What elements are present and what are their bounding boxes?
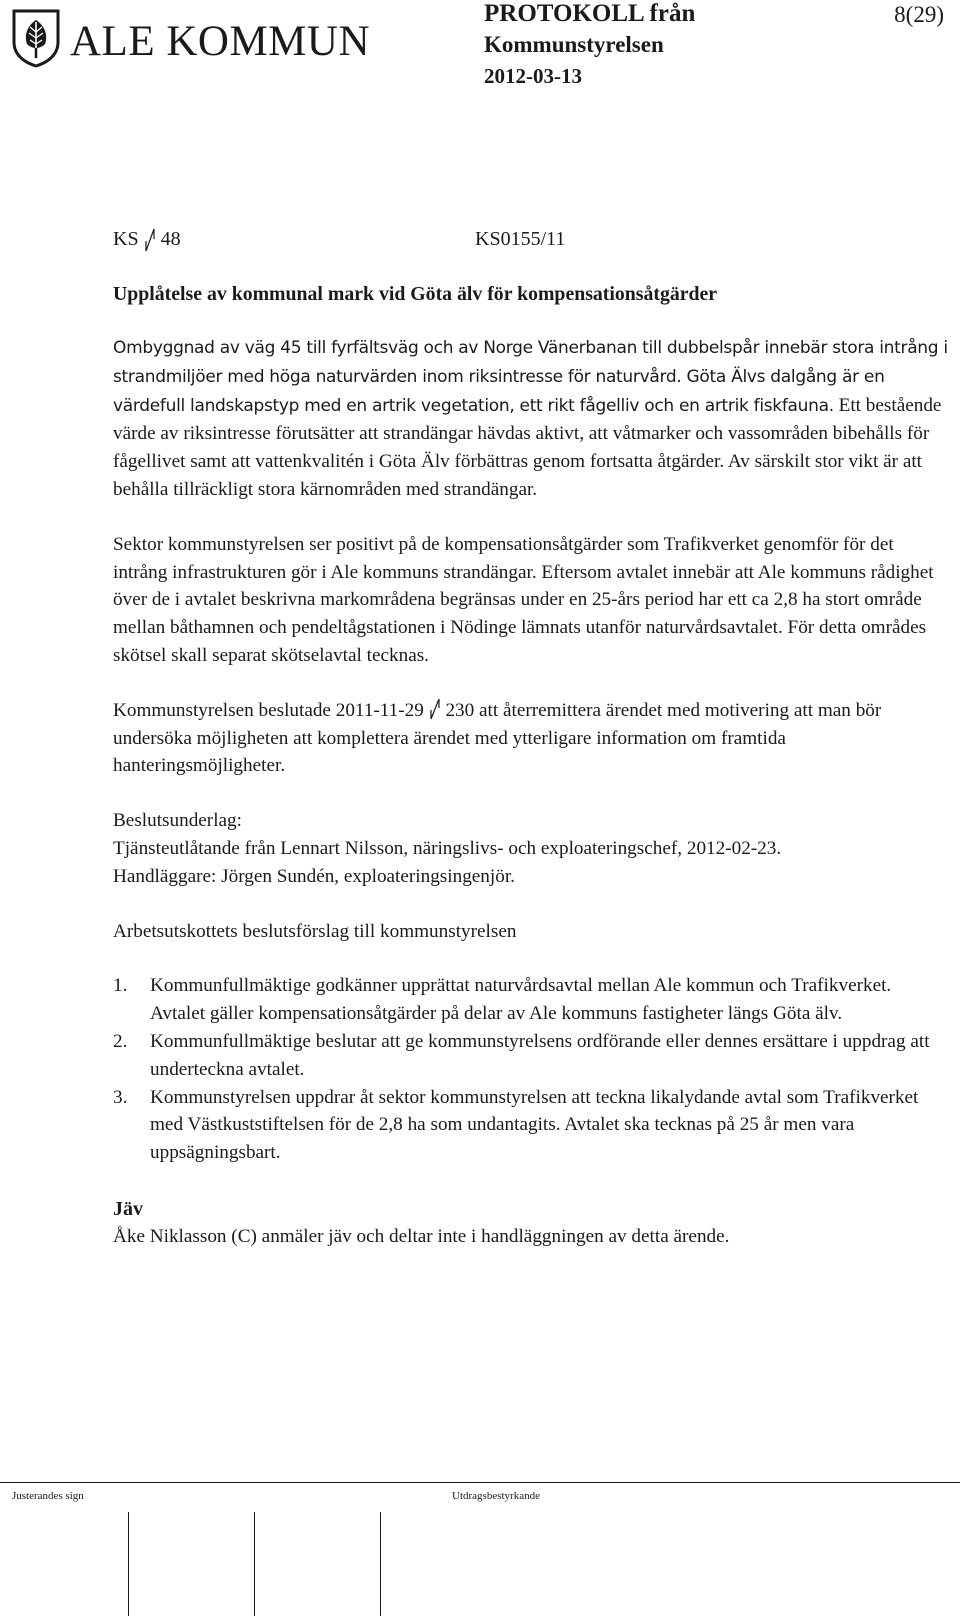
proposal-heading: Arbetsutskottets beslutsförslag till kommunstyrelsen (113, 920, 517, 942)
previous-decision-rest: 230 att återremittera ärendet med motivering att man bör undersöka möjligheten att komplettera ärendet med ytterligare information om framtida hanteringsmöjligheter. (113, 699, 882, 777)
paragraph-previous-decision (113, 697, 948, 780)
case-title: Upplåtelse av kommunal mark vid Göta älv för kompensationsåtgärder (113, 283, 718, 305)
section-sign-icon (144, 227, 156, 253)
proposal-list (113, 972, 948, 1167)
proposal-number: 2. (113, 1030, 128, 1052)
basis-handler: Handläggare: Jörgen Sundén, exploateringsingenjör. (113, 865, 515, 887)
signature-box-divider (254, 1512, 255, 1616)
basis-heading: Beslutsunderlag: (113, 810, 242, 832)
protocol-header (484, 0, 944, 92)
page-number: 8(29) (894, 2, 944, 27)
footer-justerandes-sign: Justerandes sign (12, 1490, 84, 1502)
footer-divider (0, 1482, 960, 1483)
ale-kommun-logo (10, 8, 380, 70)
signature-box-divider (128, 1512, 129, 1616)
proposal-number: 1. (113, 975, 128, 997)
municipality-crest-icon (10, 8, 62, 68)
proposal-text: Kommunfullmäktige godkänner upprättat naturvårdsavtal mellan Ale kommun och Trafikverket. Avtalet gäller kompensationsåtgärder på delar av Ale kommuns fastigheter längs Göta älv. (150, 975, 892, 1025)
ks-number (113, 226, 181, 254)
proposal-number: 3. (113, 1086, 128, 1108)
protocol-title: PROTOKOLL från (484, 0, 696, 27)
protocol-organization: Kommunstyrelsen (484, 32, 664, 57)
signature-box-divider (380, 1512, 381, 1616)
case-number-line (113, 226, 948, 254)
proposal-item (113, 1084, 948, 1167)
diary-number: KS0155/11 (475, 228, 566, 250)
previous-decision-text: Kommunstyrelsen beslutade 2011-11-29 (113, 699, 424, 721)
basis-document: Tjänsteutlåtande från Lennart Nilsson, näringslivs- och exploateringschef, 2012-02-23. (113, 837, 782, 859)
proposal-text: Kommunstyrelsen uppdrar åt sektor kommunstyrelsen att teckna likalydande avtal som Trafikverket med Västkuststiftelsen för de 2,8 ha som undantagits. Avtalet ska tecknas på 25 år men vara uppsägningsbart. (150, 1086, 919, 1164)
protocol-date: 2012-03-13 (484, 64, 582, 88)
proposal-text: Kommunfullmäktige beslutar att ge kommunstyrelsens ordförande eller dennes ersättare i uppdrag att underteckna avtalet. (150, 1030, 930, 1080)
paragraph-background (113, 334, 948, 504)
section-sign-icon (429, 697, 441, 721)
proposal-item (113, 972, 948, 1028)
proposal-item (113, 1028, 948, 1084)
jav-heading: Jäv (113, 1197, 143, 1220)
paragraph-background-part2: Ett bestående värde av riksintresse förutsätter att strandängar hävdas aktivt, att våtmarker och vassområden bibehålls för fågellivet samt att vattenkvalitén i Göta Älv förbättras genom fortsatta åtgärder. Av särskilt stor vikt är att behålla tillräckligt stora kärnområden med strandängar. (113, 394, 942, 500)
ks-prefix: KS (113, 228, 139, 250)
protocol-content (113, 226, 948, 1278)
logo-wordmark: ALE KOMMUN (70, 18, 371, 65)
paragraph-sector-view: Sektor kommunstyrelsen ser positivt på de kompensationsåtgärder som Trafikverket genomför för det intrång infrastrukturen gör i Ale kommuns strandängar. Eftersom avtalet innebär att Ale kommuns rådighet över de i avtalet beskrivna markområdena begränsas under en 25-års period har ett ca 2,8 ha stort område mellan båthamnen och pendeltågstationen i Nödinge lämnats utanför naturvårdsavtalet. För detta områdes skötsel skall separat skötselavtal tecknas. (113, 533, 934, 666)
footer-utdragsbestyrkande: Utdragsbestyrkande (452, 1490, 540, 1502)
ks-value: 48 (160, 228, 181, 250)
jav-text: Åke Niklasson (C) anmäler jäv och deltar inte i handläggningen av detta ärende. (113, 1225, 730, 1247)
paragraph-background-part1: Ombyggnad av väg 45 till fyrfältsväg och av Norge Vänerbanan till dubbelspår innebär stora intrång i strandmiljöer med höga naturvärden inom riksintresse för naturvård. Göta Älvs dalgång är en värdefull landskapstyp med en artrik vegetation, ett rikt fågelliv och en artrik fiskfauna. (113, 338, 948, 416)
